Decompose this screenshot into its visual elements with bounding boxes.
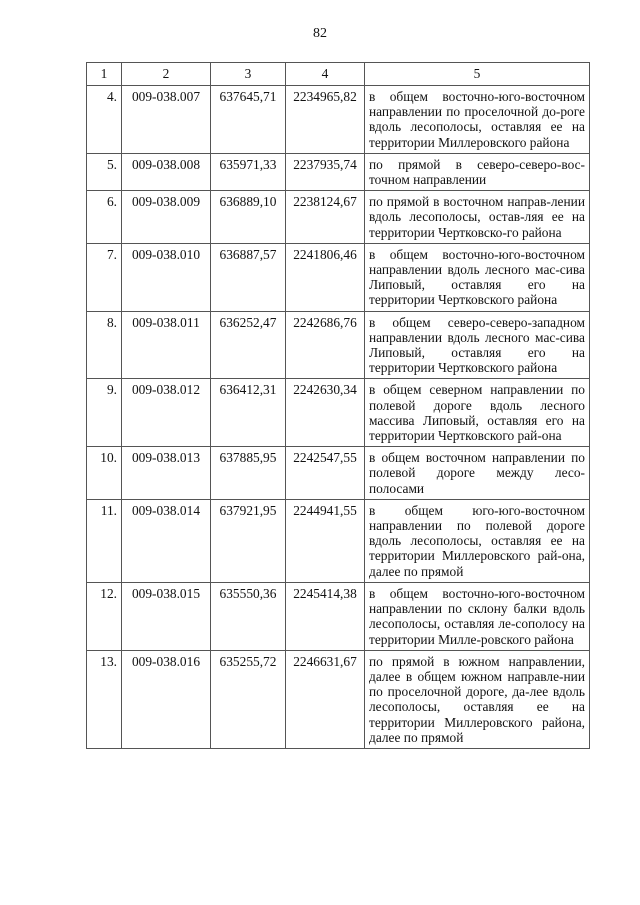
point-code: 009-038.011 bbox=[122, 311, 211, 379]
row-number: 10. bbox=[87, 447, 122, 500]
header-col-1: 1 bbox=[87, 63, 122, 86]
point-code: 009-038.014 bbox=[122, 499, 211, 582]
coordinate-x: 635550,36 bbox=[211, 582, 286, 650]
coordinate-y: 2245414,38 bbox=[286, 582, 365, 650]
row-number: 9. bbox=[87, 379, 122, 447]
boundary-description: по прямой в северо-северо-вос-точном направлении bbox=[365, 153, 590, 190]
table-row bbox=[87, 243, 590, 311]
table-header-row bbox=[87, 63, 590, 86]
boundary-description: в общем юго-юго-восточном направлении по полевой дороге вдоль лесополосы, оставляя ее на территории Миллеровского рай-она, далее по прямой bbox=[365, 499, 590, 582]
table-row bbox=[87, 311, 590, 379]
header-col-5: 5 bbox=[365, 63, 590, 86]
table-row bbox=[87, 191, 590, 244]
point-code: 009-038.008 bbox=[122, 153, 211, 190]
table-row bbox=[87, 447, 590, 500]
point-code: 009-038.016 bbox=[122, 650, 211, 748]
coordinate-y: 2241806,46 bbox=[286, 243, 365, 311]
table-row bbox=[87, 499, 590, 582]
coordinate-y: 2234965,82 bbox=[286, 86, 365, 154]
point-code: 009-038.009 bbox=[122, 191, 211, 244]
coordinate-y: 2246631,67 bbox=[286, 650, 365, 748]
coordinate-y: 2237935,74 bbox=[286, 153, 365, 190]
boundary-description: в общем восточно-юго-восточном направлении по проселочной до-роге вдоль лесополосы, оставляя ее на территории Миллеровского района bbox=[365, 86, 590, 154]
boundary-points-table bbox=[86, 62, 590, 749]
coordinate-x: 636889,10 bbox=[211, 191, 286, 244]
table-row bbox=[87, 650, 590, 748]
point-code: 009-038.012 bbox=[122, 379, 211, 447]
point-code: 009-038.010 bbox=[122, 243, 211, 311]
row-number: 13. bbox=[87, 650, 122, 748]
boundary-description: по прямой в южном направлении, далее в общем южном направле-нии по проселочной дороге, да-лее вдоль лесополосы, оставляя ее на территории Миллеровского района, далее по прямой bbox=[365, 650, 590, 748]
table-row bbox=[87, 379, 590, 447]
coordinate-x: 635971,33 bbox=[211, 153, 286, 190]
coordinate-x: 636252,47 bbox=[211, 311, 286, 379]
coordinate-y: 2238124,67 bbox=[286, 191, 365, 244]
row-number: 6. bbox=[87, 191, 122, 244]
row-number: 12. bbox=[87, 582, 122, 650]
coordinate-x: 636887,57 bbox=[211, 243, 286, 311]
page-number: 82 bbox=[313, 26, 327, 41]
coordinate-y: 2242630,34 bbox=[286, 379, 365, 447]
table-row bbox=[87, 153, 590, 190]
point-code: 009-038.007 bbox=[122, 86, 211, 154]
boundary-description: в общем восточно-юго-восточном направлении вдоль лесного мас-сива Липовый, оставляя его на территории Чертковского района bbox=[365, 243, 590, 311]
coordinate-y: 2242686,76 bbox=[286, 311, 365, 379]
boundary-description: в общем восточном направлении по полевой дороге между лесо-полосами bbox=[365, 447, 590, 500]
header-col-4: 4 bbox=[286, 63, 365, 86]
header-col-3: 3 bbox=[211, 63, 286, 86]
table-row bbox=[87, 582, 590, 650]
coordinate-x: 637645,71 bbox=[211, 86, 286, 154]
coordinate-x: 637921,95 bbox=[211, 499, 286, 582]
coordinate-x: 636412,31 bbox=[211, 379, 286, 447]
coordinate-y: 2242547,55 bbox=[286, 447, 365, 500]
coordinate-x: 637885,95 bbox=[211, 447, 286, 500]
boundary-description: в общем восточно-юго-восточном направлении по склону балки вдоль лесополосы, оставляя ле-сополосу на территории Милле-ровского района bbox=[365, 582, 590, 650]
point-code: 009-038.015 bbox=[122, 582, 211, 650]
row-number: 7. bbox=[87, 243, 122, 311]
row-number: 4. bbox=[87, 86, 122, 154]
header-col-2: 2 bbox=[122, 63, 211, 86]
point-code: 009-038.013 bbox=[122, 447, 211, 500]
boundary-description: в общем северном направлении по полевой дороге вдоль лесного массива Липовый, оставляя его на территории Чертковского рай-она bbox=[365, 379, 590, 447]
coordinate-y: 2244941,55 bbox=[286, 499, 365, 582]
row-number: 11. bbox=[87, 499, 122, 582]
row-number: 8. bbox=[87, 311, 122, 379]
boundary-description: по прямой в восточном направ-лении вдоль лесополосы, остав-ляя ее на территории Чертковско-го района bbox=[365, 191, 590, 244]
row-number: 5. bbox=[87, 153, 122, 190]
boundary-description: в общем северо-северо-западном направлении вдоль лесного мас-сива Липовый, оставляя его на территории Чертковского района bbox=[365, 311, 590, 379]
table-row bbox=[87, 86, 590, 154]
coordinate-x: 635255,72 bbox=[211, 650, 286, 748]
